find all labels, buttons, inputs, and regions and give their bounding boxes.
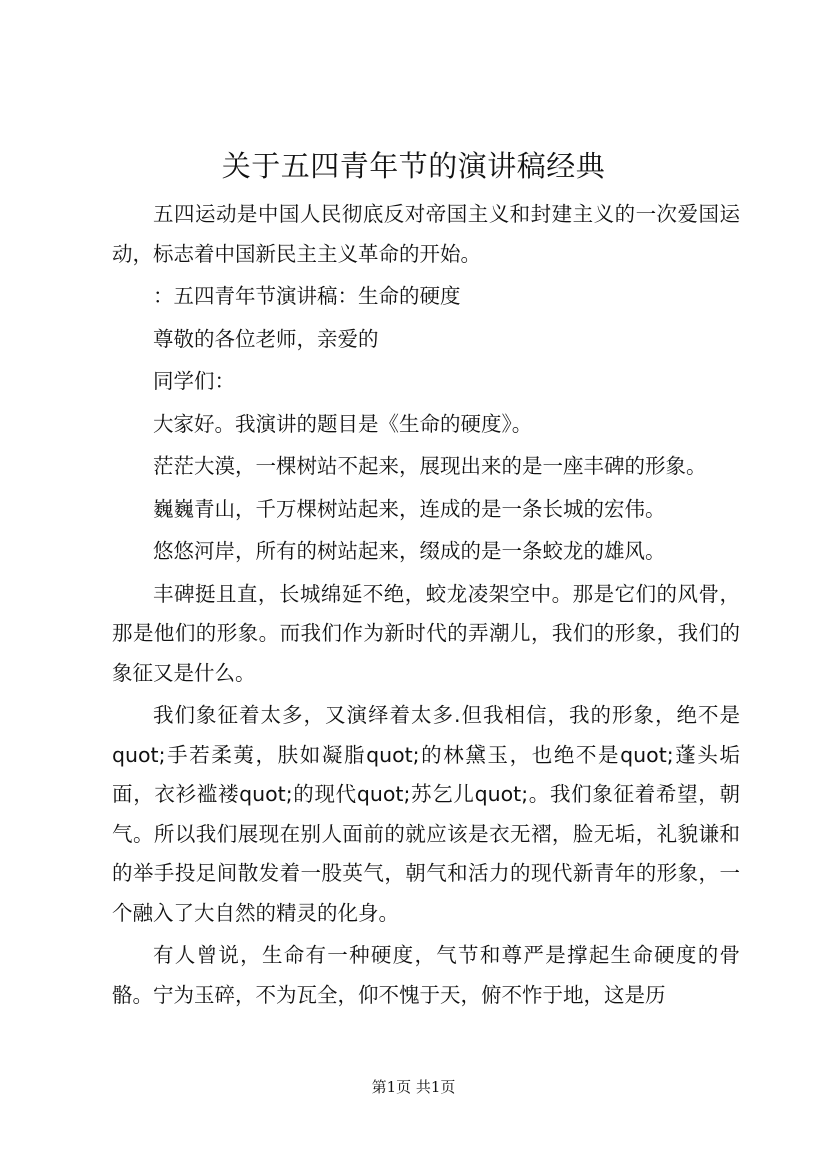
paragraph: 尊敬的各位老师，亲爱的 bbox=[153, 326, 379, 351]
paragraph: 同学们： bbox=[153, 369, 235, 393]
paragraph: 有人曾说，生命有一种硬度，气节和尊严是撑起生命硬度的骨骼。宁为玉碎，不为瓦全，仰不愧于天，俯不怍于地，这是历 bbox=[112, 943, 740, 1007]
paragraph: 巍巍青山，千万棵树站起来，连成的是一条长城的宏伟。 bbox=[153, 496, 666, 521]
paragraph: 大家好。我演讲的题目是《生命的硬度》。 bbox=[153, 411, 533, 436]
paragraph: 悠悠河岸，所有的树站起来，缀成的是一条蛟龙的雄风。 bbox=[153, 539, 666, 563]
paragraph: 丰碑挺且直，长城绵延不绝，蛟龙凌架空中。那是它们的风骨，那是他们的形象。而我们作为新时代的弄潮儿，我们的形象，我们的象征又是什么。 bbox=[112, 581, 740, 685]
document-title: 关于五四青年节的演讲稿经典 bbox=[221, 149, 606, 183]
page-footer: 第1页 共1页 bbox=[371, 1078, 456, 1096]
paragraph: 茫茫大漠，一棵树站不起来，展现出来的是一座丰碑的形象。 bbox=[153, 454, 707, 478]
document-body bbox=[112, 195, 740, 1018]
paragraph: 我们象征着太多，又演绎着太多.但我相信，我的形象，绝不是quot;手若柔荑，肤如凝脂quot;的林黛玉，也绝不是quot;蓬头垢面，衣衫褴褛quot;的现代quot;苏乞儿quot;。我们象征着希望，朝气。所以我们展现在别人面前的就应该是衣无褶，脸无垢，礼貌谦和的举手投足间散发着一股英气，朝气和活力的现代新青年的形象，一个融入了大自然的精灵的化身。 bbox=[112, 703, 740, 925]
paragraph: ：五四青年节演讲稿：生命的硬度 bbox=[153, 284, 461, 308]
paragraph: 五四运动是中国人民彻底反对帝国主义和封建主义的一次爱国运动，标志着中国新民主主义革命的开始。 bbox=[112, 202, 740, 266]
